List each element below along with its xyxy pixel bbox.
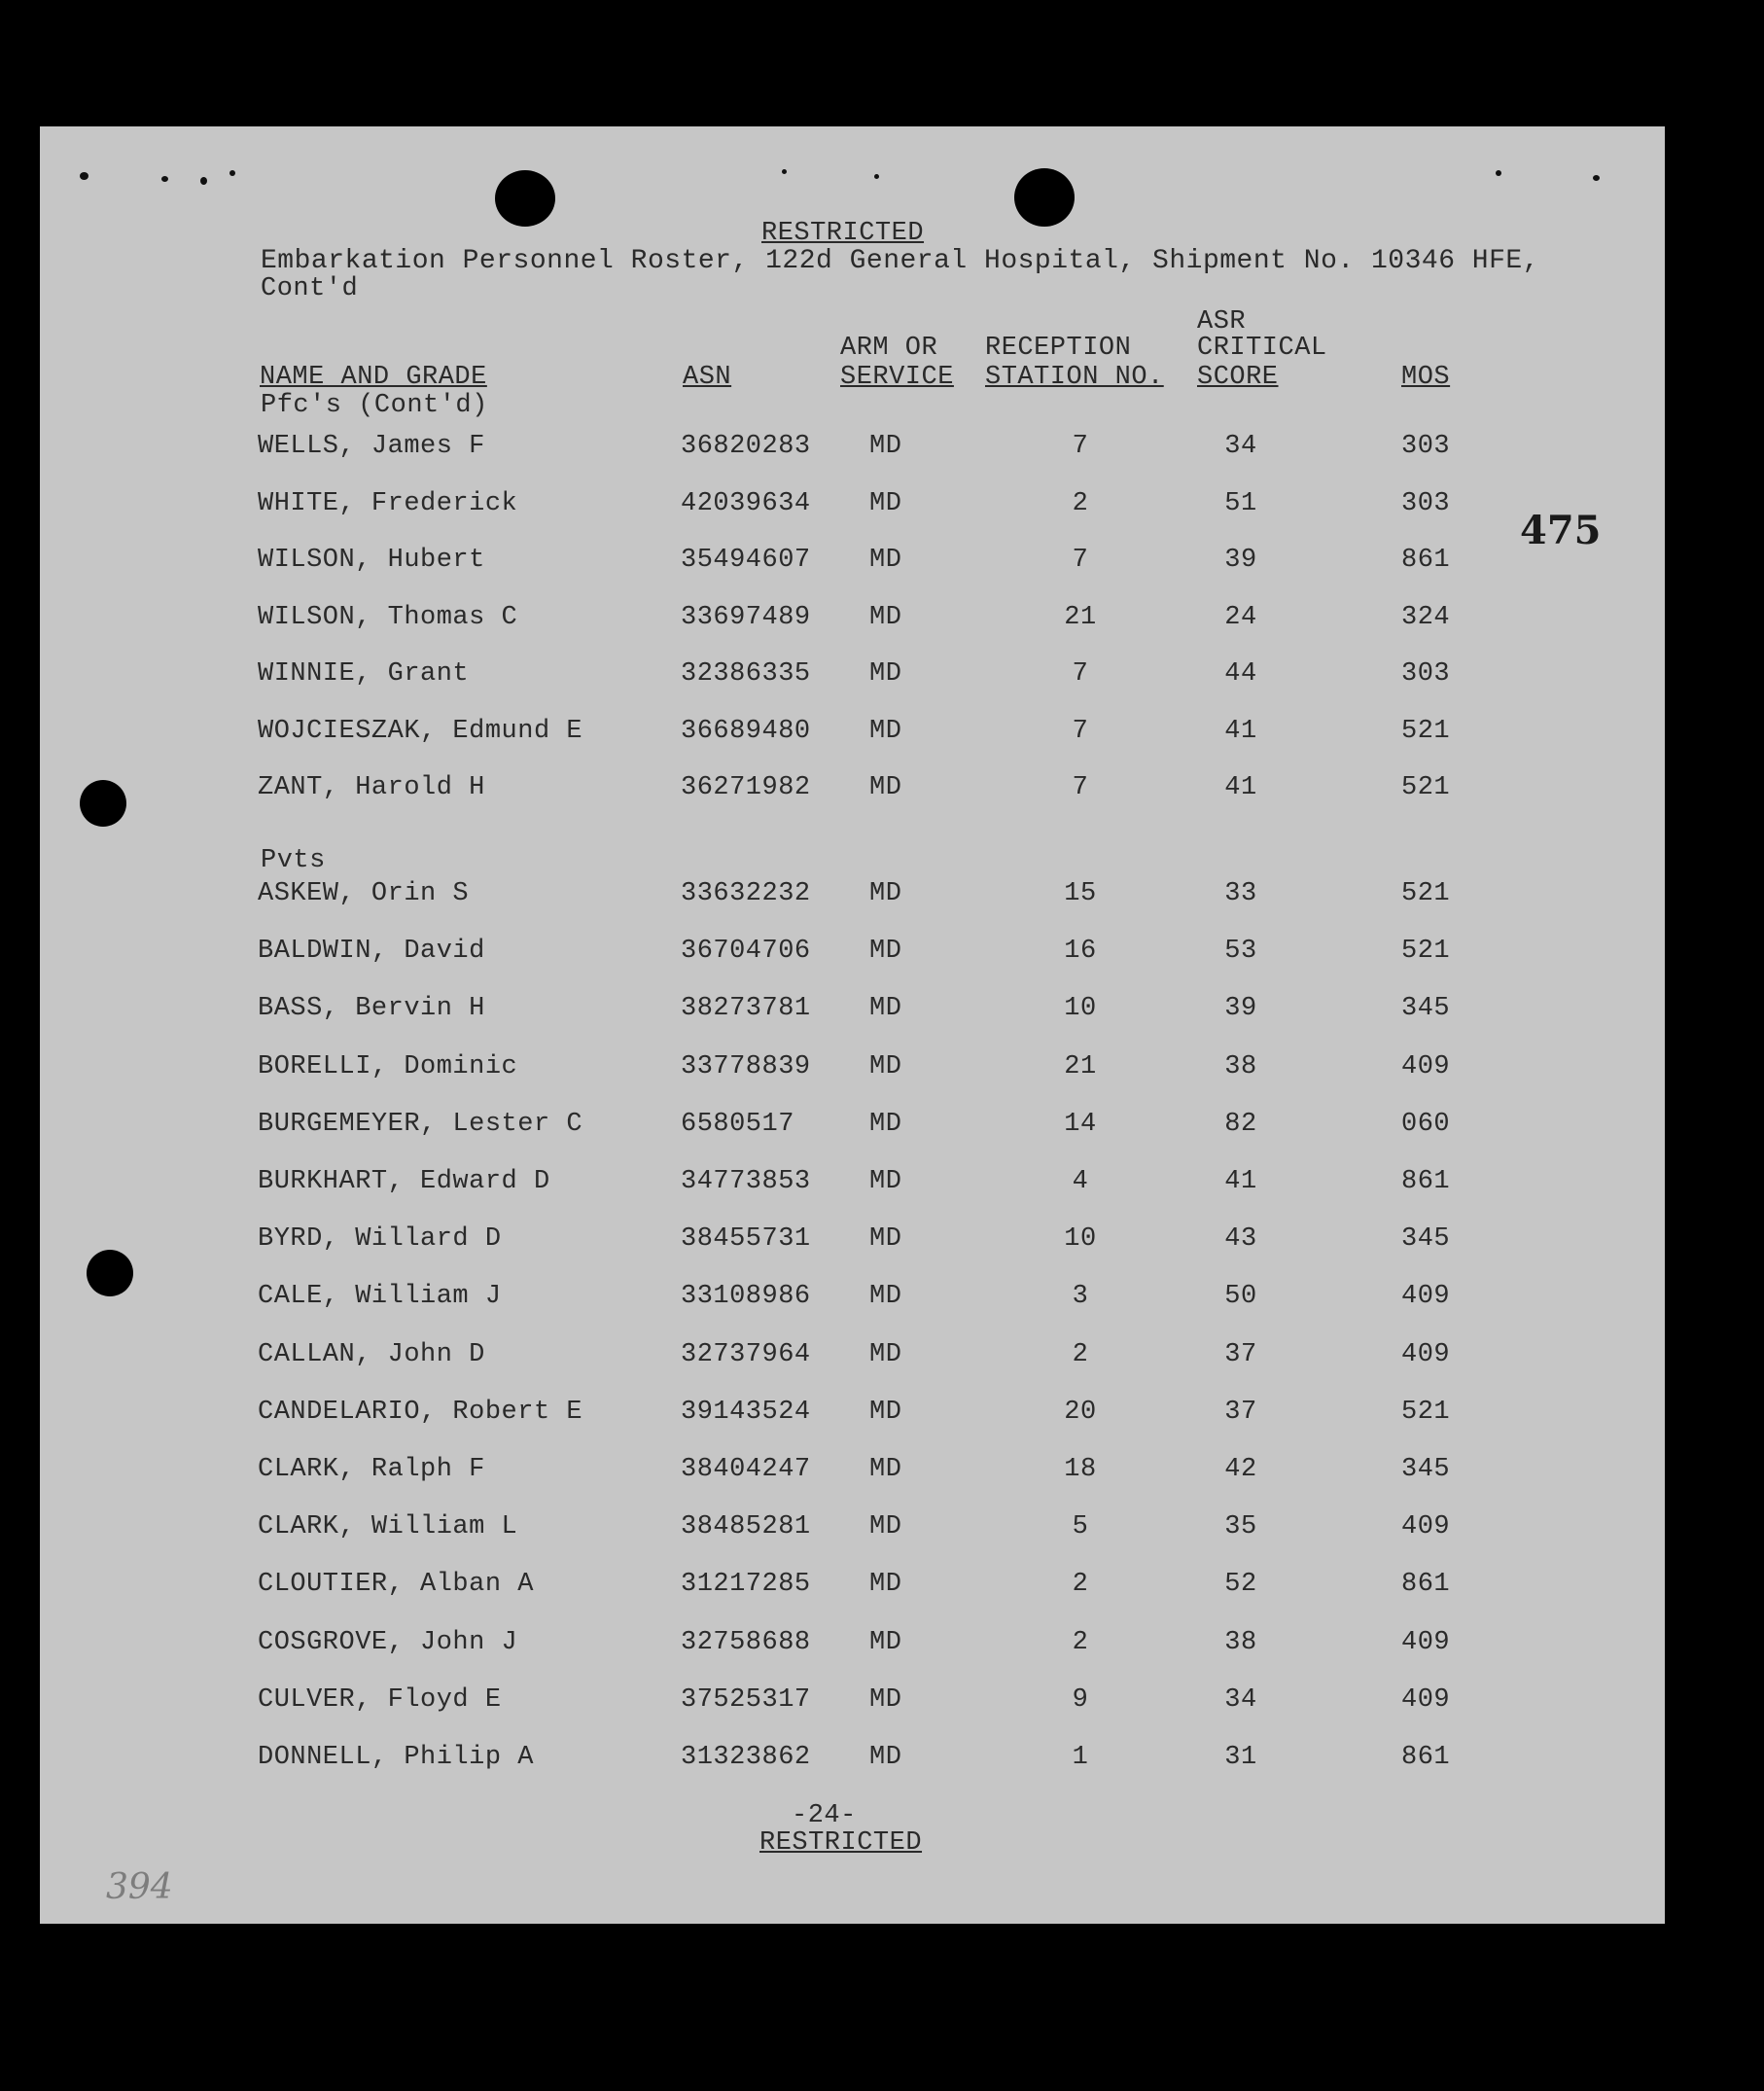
reception-station-cell: 5 — [1072, 1512, 1089, 1542]
critical-score-cell: 38 — [1224, 1052, 1257, 1081]
punch-hole-top-left — [495, 170, 555, 227]
arm-service-cell: MD — [869, 659, 902, 689]
name-cell: CALE, William J — [258, 1282, 502, 1311]
reception-station-cell: 2 — [1072, 1628, 1089, 1657]
table-row — [40, 1282, 1665, 1321]
col-header-arm-line2: SERVICE — [840, 363, 954, 392]
document-page — [40, 126, 1665, 1924]
arm-service-cell: MD — [869, 1455, 902, 1484]
name-cell: WOJCIESZAK, Edmund E — [258, 717, 583, 746]
critical-score-cell: 24 — [1224, 603, 1257, 632]
table-row — [40, 489, 1665, 528]
asn-cell: 38485281 — [681, 1512, 811, 1542]
reception-station-cell: 7 — [1072, 546, 1089, 575]
asn-cell: 33697489 — [681, 603, 811, 632]
table-row — [40, 994, 1665, 1033]
table-row — [40, 879, 1665, 918]
section-grade-pfc: Pfc's (Cont'd) — [261, 391, 488, 420]
asn-cell: 36689480 — [681, 717, 811, 746]
mos-cell: 861 — [1401, 1743, 1451, 1772]
reception-station-cell: 15 — [1064, 879, 1097, 908]
asn-cell: 39143524 — [681, 1398, 811, 1427]
name-cell: ZANT, Harold H — [258, 773, 485, 802]
mos-cell: 861 — [1401, 1570, 1451, 1599]
asn-cell: 38273781 — [681, 994, 811, 1023]
table-row — [40, 1685, 1665, 1724]
arm-service-cell: MD — [869, 717, 902, 746]
mos-cell: 345 — [1401, 1224, 1451, 1254]
speck — [1593, 175, 1600, 181]
name-cell: COSGROVE, John J — [258, 1628, 518, 1657]
arm-service-cell: MD — [869, 1282, 902, 1311]
arm-service-cell: MD — [869, 546, 902, 575]
mos-cell: 303 — [1401, 432, 1451, 461]
mos-cell: 409 — [1401, 1685, 1451, 1715]
mos-cell: 345 — [1401, 1455, 1451, 1484]
name-cell: BASS, Bervin H — [258, 994, 485, 1023]
col-header-arm-line1: ARM OR — [840, 334, 938, 363]
table-row — [40, 432, 1665, 471]
mos-cell: 861 — [1401, 1167, 1451, 1196]
critical-score-cell: 34 — [1224, 1685, 1257, 1715]
reception-station-cell: 7 — [1072, 432, 1089, 461]
critical-score-cell: 41 — [1224, 1167, 1257, 1196]
col-header-name: NAME AND GRADE — [260, 363, 487, 392]
arm-service-cell: MD — [869, 1628, 902, 1657]
asn-cell: 31323862 — [681, 1743, 811, 1772]
table-row — [40, 937, 1665, 975]
asn-cell: 36704706 — [681, 937, 811, 966]
speck — [1496, 170, 1501, 176]
table-row — [40, 1398, 1665, 1436]
arm-service-cell: MD — [869, 1167, 902, 1196]
mos-cell: 521 — [1401, 717, 1451, 746]
reception-station-cell: 2 — [1072, 489, 1089, 518]
reception-station-cell: 7 — [1072, 717, 1089, 746]
asn-cell: 31217285 — [681, 1570, 811, 1599]
mos-cell: 324 — [1401, 603, 1451, 632]
critical-score-cell: 38 — [1224, 1628, 1257, 1657]
name-cell: BORELLI, Dominic — [258, 1052, 518, 1081]
speck — [200, 177, 207, 185]
arm-service-cell: MD — [869, 1224, 902, 1254]
reception-station-cell: 7 — [1072, 773, 1089, 802]
mos-cell: 409 — [1401, 1282, 1451, 1311]
speck — [874, 174, 879, 179]
mos-cell: 060 — [1401, 1110, 1451, 1139]
mos-cell: 409 — [1401, 1340, 1451, 1369]
name-cell: CALLAN, John D — [258, 1340, 485, 1369]
table-row — [40, 659, 1665, 698]
reception-station-cell: 7 — [1072, 659, 1089, 689]
arm-service-cell: MD — [869, 1340, 902, 1369]
asn-cell: 37525317 — [681, 1685, 811, 1715]
mos-cell: 409 — [1401, 1512, 1451, 1542]
reception-station-cell: 21 — [1064, 1052, 1097, 1081]
arm-service-cell: MD — [869, 603, 902, 632]
col-header-reception-line1: RECEPTION — [985, 334, 1132, 363]
reception-station-cell: 10 — [1064, 994, 1097, 1023]
col-header-asn: ASN — [683, 363, 732, 392]
col-header-score-line3: SCORE — [1197, 363, 1279, 392]
name-cell: CLARK, William L — [258, 1512, 518, 1542]
asn-cell: 32737964 — [681, 1340, 811, 1369]
reception-station-cell: 2 — [1072, 1340, 1089, 1369]
mos-cell: 303 — [1401, 659, 1451, 689]
asn-cell: 35494607 — [681, 546, 811, 575]
name-cell: ASKEW, Orin S — [258, 879, 470, 908]
critical-score-cell: 39 — [1224, 994, 1257, 1023]
critical-score-cell: 41 — [1224, 717, 1257, 746]
name-cell: WINNIE, Grant — [258, 659, 470, 689]
name-cell: CLARK, Ralph F — [258, 1455, 485, 1484]
arm-service-cell: MD — [869, 1398, 902, 1427]
stamp-number: 475 — [1520, 508, 1602, 553]
arm-service-cell: MD — [869, 994, 902, 1023]
table-row — [40, 1110, 1665, 1149]
speck — [161, 176, 168, 182]
mos-cell: 409 — [1401, 1052, 1451, 1081]
table-row — [40, 1743, 1665, 1782]
critical-score-cell: 35 — [1224, 1512, 1257, 1542]
asn-cell: 33778839 — [681, 1052, 811, 1081]
arm-service-cell: MD — [869, 1110, 902, 1139]
critical-score-cell: 44 — [1224, 659, 1257, 689]
asn-cell: 36271982 — [681, 773, 811, 802]
reception-station-cell: 21 — [1064, 603, 1097, 632]
name-cell: BURGEMEYER, Lester C — [258, 1110, 583, 1139]
name-cell: BURKHART, Edward D — [258, 1167, 550, 1196]
table-row — [40, 1167, 1665, 1206]
critical-score-cell: 82 — [1224, 1110, 1257, 1139]
mos-cell: 409 — [1401, 1628, 1451, 1657]
reception-station-cell: 3 — [1072, 1282, 1089, 1311]
arm-service-cell: MD — [869, 879, 902, 908]
col-header-score-line1: ASR — [1197, 307, 1247, 337]
arm-service-cell: MD — [869, 1743, 902, 1772]
critical-score-cell: 41 — [1224, 773, 1257, 802]
table-row — [40, 1340, 1665, 1379]
arm-service-cell: MD — [869, 937, 902, 966]
critical-score-cell: 33 — [1224, 879, 1257, 908]
arm-service-cell: MD — [869, 1052, 902, 1081]
handwritten-note: 394 — [106, 1867, 173, 1907]
asn-cell: 38404247 — [681, 1455, 811, 1484]
critical-score-cell: 39 — [1224, 546, 1257, 575]
mos-cell: 521 — [1401, 773, 1451, 802]
asn-cell: 34773853 — [681, 1167, 811, 1196]
asn-cell: 33108986 — [681, 1282, 811, 1311]
critical-score-cell: 50 — [1224, 1282, 1257, 1311]
name-cell: CLOUTIER, Alban A — [258, 1570, 534, 1599]
footer-restricted: RESTRICTED — [759, 1828, 923, 1858]
arm-service-cell: MD — [869, 489, 902, 518]
asn-cell: 32758688 — [681, 1628, 811, 1657]
table-row — [40, 1455, 1665, 1494]
table-row — [40, 546, 1665, 585]
asn-cell: 38455731 — [681, 1224, 811, 1254]
speck — [782, 169, 787, 174]
section-grade-pvts: Pvts — [261, 846, 326, 875]
header-restricted: RESTRICTED — [761, 219, 925, 248]
reception-station-cell: 2 — [1072, 1570, 1089, 1599]
asn-cell: 36820283 — [681, 432, 811, 461]
name-cell: WHITE, Frederick — [258, 489, 518, 518]
asn-cell: 6580517 — [681, 1110, 794, 1139]
table-row — [40, 1570, 1665, 1609]
critical-score-cell: 51 — [1224, 489, 1257, 518]
mos-cell: 521 — [1401, 879, 1451, 908]
arm-service-cell: MD — [869, 1512, 902, 1542]
name-cell: BYRD, Willard D — [258, 1224, 502, 1254]
asn-cell: 33632232 — [681, 879, 811, 908]
roster-title: Embarkation Personnel Roster, 122d General Hospital, Shipment No. 10346 HFE, — [261, 246, 1540, 276]
reception-station-cell: 16 — [1064, 937, 1097, 966]
table-row — [40, 1512, 1665, 1551]
reception-station-cell: 9 — [1072, 1685, 1089, 1715]
critical-score-cell: 37 — [1224, 1340, 1257, 1369]
critical-score-cell: 42 — [1224, 1455, 1257, 1484]
critical-score-cell: 43 — [1224, 1224, 1257, 1254]
critical-score-cell: 34 — [1224, 432, 1257, 461]
mos-cell: 521 — [1401, 1398, 1451, 1427]
critical-score-cell: 53 — [1224, 937, 1257, 966]
reception-station-cell: 20 — [1064, 1398, 1097, 1427]
table-row — [40, 717, 1665, 756]
reception-station-cell: 10 — [1064, 1224, 1097, 1254]
reception-station-cell: 4 — [1072, 1167, 1089, 1196]
mos-cell: 345 — [1401, 994, 1451, 1023]
asn-cell: 32386335 — [681, 659, 811, 689]
name-cell: BALDWIN, David — [258, 937, 485, 966]
arm-service-cell: MD — [869, 432, 902, 461]
reception-station-cell: 18 — [1064, 1455, 1097, 1484]
mos-cell: 861 — [1401, 546, 1451, 575]
mos-cell: 521 — [1401, 937, 1451, 966]
col-header-reception-line2: STATION NO. — [985, 363, 1164, 392]
arm-service-cell: MD — [869, 773, 902, 802]
critical-score-cell: 37 — [1224, 1398, 1257, 1427]
table-row — [40, 773, 1665, 812]
arm-service-cell: MD — [869, 1570, 902, 1599]
table-row — [40, 1628, 1665, 1667]
name-cell: CULVER, Floyd E — [258, 1685, 502, 1715]
col-header-score-line2: CRITICAL — [1197, 334, 1327, 363]
table-row — [40, 1224, 1665, 1263]
mos-cell: 303 — [1401, 489, 1451, 518]
name-cell: WILSON, Thomas C — [258, 603, 518, 632]
asn-cell: 42039634 — [681, 489, 811, 518]
table-row — [40, 603, 1665, 642]
name-cell: WELLS, James F — [258, 432, 485, 461]
name-cell: WILSON, Hubert — [258, 546, 485, 575]
col-header-mos: MOS — [1401, 363, 1451, 392]
speck — [80, 172, 88, 180]
reception-station-cell: 1 — [1072, 1743, 1089, 1772]
reception-station-cell: 14 — [1064, 1110, 1097, 1139]
page-number: -24- — [792, 1801, 857, 1830]
arm-service-cell: MD — [869, 1685, 902, 1715]
punch-hole-top-right — [1014, 168, 1075, 227]
name-cell: DONNELL, Philip A — [258, 1743, 534, 1772]
roster-title-continued: Cont'd — [261, 274, 359, 303]
critical-score-cell: 52 — [1224, 1570, 1257, 1599]
table-row — [40, 1052, 1665, 1091]
speck — [229, 170, 235, 176]
critical-score-cell: 31 — [1224, 1743, 1257, 1772]
name-cell: CANDELARIO, Robert E — [258, 1398, 583, 1427]
